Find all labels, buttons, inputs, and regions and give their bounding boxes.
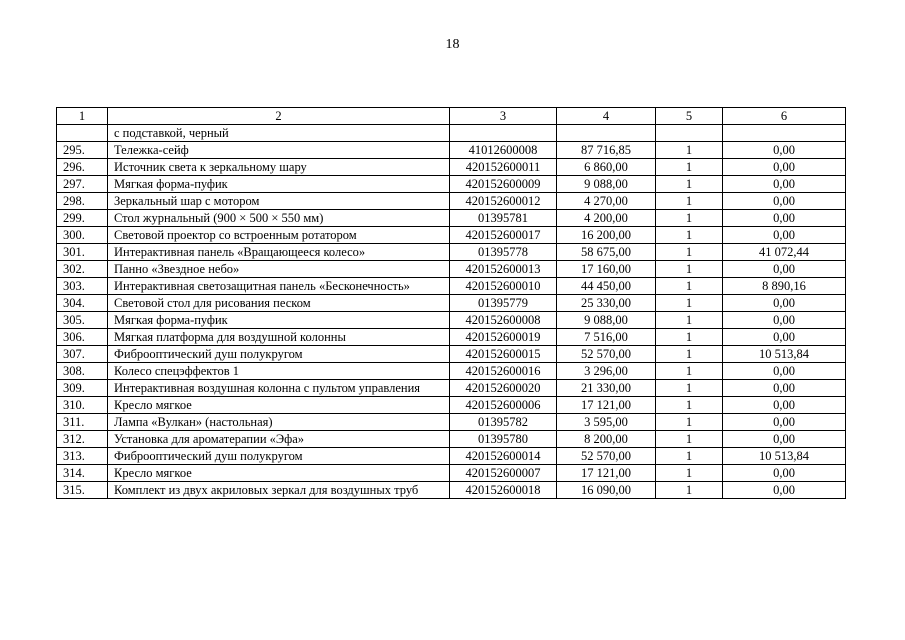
row-number-cell: 297. [57,176,108,193]
item-name-cell: с подставкой, черный [108,125,450,142]
residual-value-cell: 0,00 [723,227,846,244]
quantity-cell: 1 [656,329,723,346]
table-row [57,278,846,295]
quantity-cell: 1 [656,431,723,448]
cost-cell: 17 160,00 [557,261,656,278]
item-name-cell: Комплект из двух акриловых зеркал для воздушных труб [108,482,450,499]
quantity-cell: 1 [656,244,723,261]
inventory-number-cell: 420152600007 [450,465,557,482]
header-col-5: 5 [656,108,723,125]
header-col-4: 4 [557,108,656,125]
quantity-cell: 1 [656,363,723,380]
item-name-cell: Мягкая платформа для воздушной колонны [108,329,450,346]
inventory-number-cell [450,125,557,142]
cost-cell: 9 088,00 [557,176,656,193]
residual-value-cell: 0,00 [723,193,846,210]
table-row [57,261,846,278]
residual-value-cell: 0,00 [723,414,846,431]
row-number-cell: 304. [57,295,108,312]
cost-cell: 3 595,00 [557,414,656,431]
row-number-cell: 306. [57,329,108,346]
table-row [57,380,846,397]
header-col-2: 2 [108,108,450,125]
residual-value-cell: 8 890,16 [723,278,846,295]
table-row [57,448,846,465]
row-number-cell: 314. [57,465,108,482]
inventory-number-cell: 420152600012 [450,193,557,210]
cost-cell: 16 090,00 [557,482,656,499]
quantity-cell [656,125,723,142]
residual-value-cell: 0,00 [723,465,846,482]
residual-value-cell [723,125,846,142]
quantity-cell: 1 [656,312,723,329]
row-number-cell: 308. [57,363,108,380]
residual-value-cell: 0,00 [723,261,846,278]
row-number-cell: 299. [57,210,108,227]
cost-cell: 3 296,00 [557,363,656,380]
cost-cell: 87 716,85 [557,142,656,159]
inventory-number-cell: 01395778 [450,244,557,261]
cost-cell: 52 570,00 [557,346,656,363]
inventory-number-cell: 420152600014 [450,448,557,465]
inventory-number-cell: 420152600011 [450,159,557,176]
cost-cell: 21 330,00 [557,380,656,397]
quantity-cell: 1 [656,380,723,397]
quantity-cell: 1 [656,227,723,244]
cost-cell: 44 450,00 [557,278,656,295]
quantity-cell: 1 [656,142,723,159]
cost-cell: 58 675,00 [557,244,656,261]
table-row [57,176,846,193]
table-row [57,414,846,431]
residual-value-cell: 0,00 [723,397,846,414]
item-name-cell: Кресло мягкое [108,465,450,482]
row-number-cell: 295. [57,142,108,159]
inventory-number-cell: 01395780 [450,431,557,448]
cost-cell: 8 200,00 [557,431,656,448]
quantity-cell: 1 [656,346,723,363]
residual-value-cell: 0,00 [723,142,846,159]
inventory-number-cell: 420152600020 [450,380,557,397]
item-name-cell: Колесо спецэффектов 1 [108,363,450,380]
row-number-cell: 296. [57,159,108,176]
quantity-cell: 1 [656,278,723,295]
residual-value-cell: 0,00 [723,312,846,329]
residual-value-cell: 0,00 [723,431,846,448]
inventory-number-cell: 420152600018 [450,482,557,499]
item-name-cell: Мягкая форма-пуфик [108,312,450,329]
table-row [57,125,846,142]
quantity-cell: 1 [656,261,723,278]
page-number: 18 [445,37,460,52]
cost-cell: 52 570,00 [557,448,656,465]
quantity-cell: 1 [656,465,723,482]
table-row [57,329,846,346]
quantity-cell: 1 [656,193,723,210]
item-name-cell: Зеркальный шар с мотором [108,193,450,210]
table-row [57,295,846,312]
inventory-number-cell: 420152600019 [450,329,557,346]
row-number-cell: 302. [57,261,108,278]
residual-value-cell: 0,00 [723,210,846,227]
cost-cell: 16 200,00 [557,227,656,244]
row-number-cell: 305. [57,312,108,329]
item-name-cell: Интерактивная панель «Вращающееся колесо» [108,244,450,261]
residual-value-cell: 0,00 [723,380,846,397]
table-row [57,482,846,499]
item-name-cell: Лампа «Вулкан» (настольная) [108,414,450,431]
quantity-cell: 1 [656,482,723,499]
inventory-table [56,107,846,499]
row-number-cell: 307. [57,346,108,363]
header-col-6: 6 [723,108,846,125]
residual-value-cell: 0,00 [723,159,846,176]
row-number-cell: 309. [57,380,108,397]
item-name-cell: Кресло мягкое [108,397,450,414]
item-name-cell: Интерактивная светозащитная панель «Бесконечность» [108,278,450,295]
row-number-cell [57,125,108,142]
row-number-cell: 301. [57,244,108,261]
table-row [57,363,846,380]
item-name-cell: Мягкая форма-пуфик [108,176,450,193]
residual-value-cell: 0,00 [723,295,846,312]
item-name-cell: Источник света к зеркальному шару [108,159,450,176]
inventory-number-cell: 420152600013 [450,261,557,278]
residual-value-cell: 0,00 [723,176,846,193]
table-row [57,465,846,482]
row-number-cell: 310. [57,397,108,414]
table-row [57,159,846,176]
quantity-cell: 1 [656,448,723,465]
row-number-cell: 313. [57,448,108,465]
item-name-cell: Световой стол для рисования песком [108,295,450,312]
table-header-row [57,108,846,125]
residual-value-cell: 0,00 [723,363,846,380]
item-name-cell: Интерактивная воздушная колонна с пультом управления [108,380,450,397]
row-number-cell: 300. [57,227,108,244]
table-row [57,210,846,227]
item-name-cell: Фиброоптический душ полукругом [108,346,450,363]
item-name-cell: Фиброоптический душ полукругом [108,448,450,465]
item-name-cell: Панно «Звездное небо» [108,261,450,278]
inventory-number-cell: 41012600008 [450,142,557,159]
inventory-number-cell: 01395781 [450,210,557,227]
inventory-number-cell: 420152600010 [450,278,557,295]
quantity-cell: 1 [656,414,723,431]
quantity-cell: 1 [656,176,723,193]
residual-value-cell: 41 072,44 [723,244,846,261]
inventory-number-cell: 420152600009 [450,176,557,193]
cost-cell: 4 270,00 [557,193,656,210]
inventory-number-cell: 420152600015 [450,346,557,363]
residual-value-cell: 0,00 [723,329,846,346]
row-number-cell: 298. [57,193,108,210]
cost-cell: 6 860,00 [557,159,656,176]
item-name-cell: Стол журнальный (900 × 500 × 550 мм) [108,210,450,227]
inventory-number-cell: 420152600006 [450,397,557,414]
cost-cell: 17 121,00 [557,397,656,414]
quantity-cell: 1 [656,295,723,312]
residual-value-cell: 0,00 [723,482,846,499]
residual-value-cell: 10 513,84 [723,448,846,465]
cost-cell: 7 516,00 [557,329,656,346]
header-col-3: 3 [450,108,557,125]
cost-cell: 25 330,00 [557,295,656,312]
table-row [57,193,846,210]
row-number-cell: 312. [57,431,108,448]
inventory-number-cell: 420152600016 [450,363,557,380]
row-number-cell: 315. [57,482,108,499]
inventory-number-cell: 420152600017 [450,227,557,244]
quantity-cell: 1 [656,159,723,176]
inventory-number-cell: 420152600008 [450,312,557,329]
table-row [57,312,846,329]
table-row [57,227,846,244]
row-number-cell: 311. [57,414,108,431]
table-row [57,142,846,159]
item-name-cell: Световой проектор со встроенным ротатором [108,227,450,244]
cost-cell: 17 121,00 [557,465,656,482]
table-row [57,431,846,448]
residual-value-cell: 10 513,84 [723,346,846,363]
item-name-cell: Установка для ароматерапии «Эфа» [108,431,450,448]
table-row [57,397,846,414]
inventory-number-cell: 01395782 [450,414,557,431]
quantity-cell: 1 [656,210,723,227]
cost-cell: 9 088,00 [557,312,656,329]
row-number-cell: 303. [57,278,108,295]
table-row [57,346,846,363]
item-name-cell: Тележка-сейф [108,142,450,159]
quantity-cell: 1 [656,397,723,414]
cost-cell: 4 200,00 [557,210,656,227]
cost-cell [557,125,656,142]
inventory-number-cell: 01395779 [450,295,557,312]
table-row [57,244,846,261]
header-col-1: 1 [57,108,108,125]
